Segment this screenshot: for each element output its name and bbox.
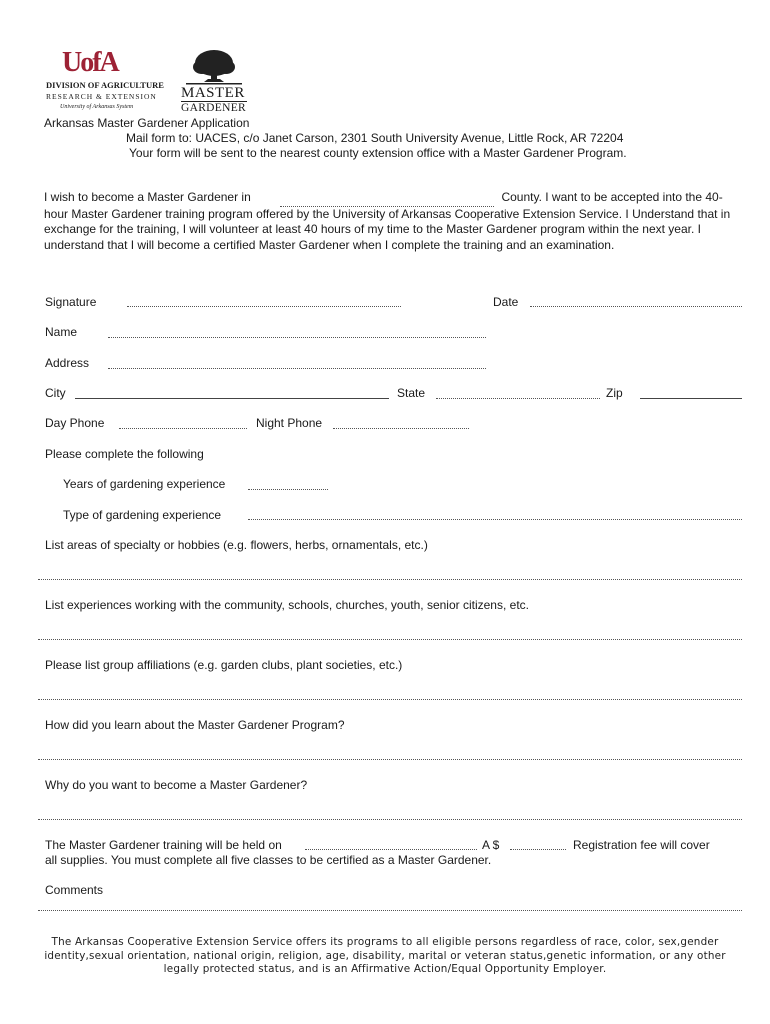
comments-label: Comments	[45, 883, 104, 897]
uofa-division-logo	[44, 48, 164, 114]
zip-field[interactable]	[640, 398, 742, 399]
uofa-line3: University of Arkansas System	[60, 104, 134, 110]
date-label: Date	[493, 295, 519, 309]
tree-icon	[178, 48, 250, 86]
name-field[interactable]	[108, 337, 486, 338]
mg-line2: GARDENER	[181, 102, 247, 114]
why-field[interactable]	[38, 819, 742, 820]
city-field[interactable]	[75, 398, 389, 399]
eeo-statement: The Arkansas Cooperative Extension Service offers its programs to all eligible persons regardless of race, color, sex,gender identity,sexual orientation, national origin, religion, age, disability, marital or veteran status,genetic information, or any other legally protected status, and is an Affirmative Action/Equal Opportunity Employer.	[44, 936, 726, 975]
address-field[interactable]	[108, 368, 486, 369]
affiliations-label: Please list group affiliations (e.g. garden clubs, plant societies, etc.)	[45, 658, 403, 672]
state-field[interactable]	[436, 398, 600, 399]
date-field[interactable]	[530, 306, 742, 307]
mg-line1: MASTER	[181, 85, 245, 101]
why-label: Why do you want to become a Master Gardener?	[45, 778, 308, 792]
signature-label: Signature	[45, 295, 97, 309]
zip-label: Zip	[606, 386, 623, 400]
day-phone-field[interactable]	[119, 428, 247, 429]
uofa-mark: UofA	[62, 47, 118, 78]
community-label: List experiences working with the community, schools, churches, youth, senior citizens, etc.	[45, 598, 529, 612]
years-experience-label: Years of gardening experience	[63, 477, 226, 491]
learn-about-label: How did you learn about the Master Gardener Program?	[45, 718, 345, 732]
complete-following-label: Please complete the following	[45, 447, 204, 461]
intro-paragraph	[44, 190, 734, 253]
uofa-line2: RESEARCH & EXTENSION	[46, 92, 157, 101]
supplies-note: all supplies. You must complete all five classes to be certified as a Master Gardener.	[45, 853, 492, 867]
night-phone-label: Night Phone	[256, 416, 323, 430]
intro-part2: County. I want to be accepted into the 40-hour Master Gardener training program offered by the University of Arkansas Cooperative Extension Service. I Understand that in exchange for the training, I will volunteer at least 40 hours of my time to the Master Gardener program within the next year. I understand that I will become a certified Master Gardener when I complete the training and an examination.	[44, 190, 731, 252]
name-label: Name	[45, 325, 78, 339]
signature-field[interactable]	[127, 306, 401, 307]
address-label: Address	[45, 356, 90, 370]
master-gardener-logo	[178, 48, 250, 114]
county-field[interactable]	[280, 190, 494, 207]
years-experience-field[interactable]	[248, 489, 328, 490]
uofa-line1: DIVISION OF AGRICULTURE	[46, 80, 164, 90]
routing-note: Your form will be sent to the nearest county extension office with a Master Gardener Program.	[129, 146, 627, 160]
training-date-field[interactable]	[305, 849, 477, 850]
learn-about-field[interactable]	[38, 759, 742, 760]
intro-part1: I wish to become a Master Gardener in	[44, 190, 251, 204]
fee-amount-field[interactable]	[510, 849, 566, 850]
specialty-field[interactable]	[38, 579, 742, 580]
community-field[interactable]	[38, 639, 742, 640]
type-experience-field[interactable]	[248, 519, 742, 520]
type-experience-label: Type of gardening experience	[63, 508, 222, 522]
state-label: State	[397, 386, 426, 400]
fee-suffix-label: Registration fee will cover	[573, 838, 710, 852]
comments-field[interactable]	[38, 910, 742, 911]
mail-to-address: Mail form to: UACES, c/o Janet Carson, 2301 South University Avenue, Little Rock, AR 72204	[126, 131, 624, 145]
training-held-label: The Master Gardener training will be held on	[45, 838, 282, 852]
city-label: City	[45, 386, 66, 400]
fee-prefix-label: A $	[482, 838, 500, 852]
day-phone-label: Day Phone	[45, 416, 105, 430]
night-phone-field[interactable]	[333, 428, 469, 429]
form-title: Arkansas Master Gardener Application	[44, 116, 250, 130]
affiliations-field[interactable]	[38, 699, 742, 700]
specialty-label: List areas of specialty or hobbies (e.g. flowers, herbs, ornamentals, etc.)	[45, 538, 428, 552]
